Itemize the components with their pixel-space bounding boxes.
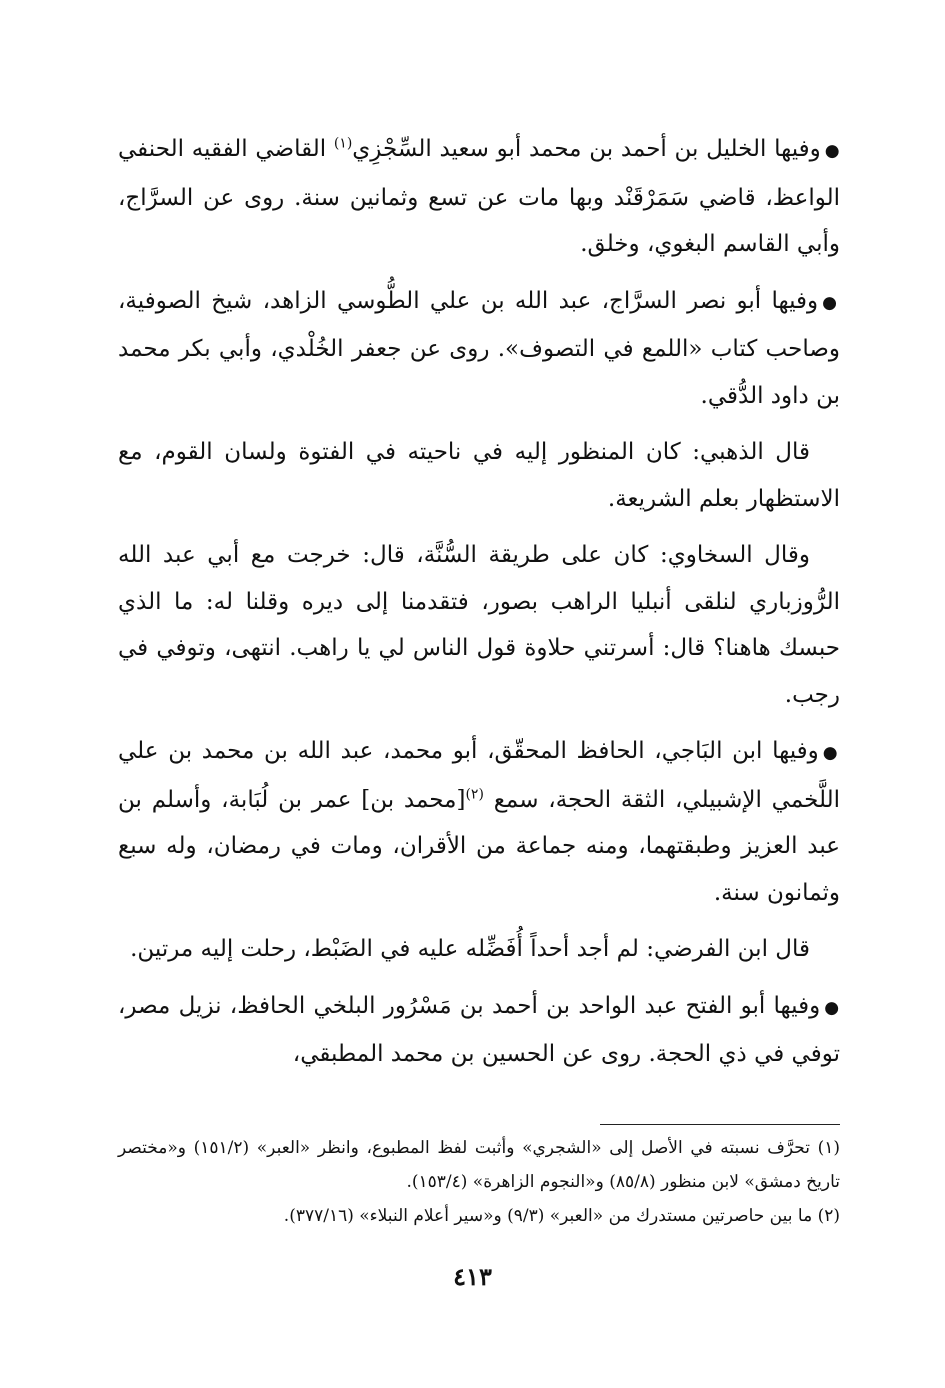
paragraph-text: قال ابن الفرضي: لم أجد أحداً أُفَضِّله عليه في الضَبْط، رحلت إليه مرتين. <box>130 936 810 962</box>
paragraph <box>118 728 840 916</box>
footnotes <box>118 1131 840 1233</box>
page-number: ٤١٣ <box>453 1262 492 1291</box>
paragraph <box>118 983 840 1078</box>
bullet-icon: ● <box>822 292 840 313</box>
paragraph-text: وفيها أبو نصر السرَّاج، عبد الله بن علي الطُّوسي الزاهد، شيخ الصوفية، وصاحب كتاب «اللمع في التصوف». روى عن جعفر الخُلْدي، وأبي بكر محمد بن داود الدُّقي. <box>118 287 840 409</box>
paragraph <box>118 926 840 973</box>
paragraph <box>118 278 840 420</box>
paragraph <box>118 126 840 268</box>
footnote: (١) تحرَّف نسبته في الأصل إلى «الشجري» وأثبت لفظ المطبوع، وانظر «العبر» (١٥١/٢) و«مختصر تاريخ دمشق» لابن منظور (٨٥/٨) و«النجوم الزاهرة» (١٥٣/٤). <box>118 1138 840 1192</box>
bullet-icon: ● <box>824 141 840 161</box>
paragraph <box>118 532 840 718</box>
paragraph-text: القاضي الفقيه الحنفي الواعظ، قاضي سَمَرْقَنْد وبها مات عن تسع وثمانين سنة. روى عن السرَّاج، وأبي القاسم البغوي، وخلق. <box>118 136 840 257</box>
paragraph-text: قال الذهبي: كان المنظور إليه في ناحيته في الفتوة ولسان القوم، مع الاستظهار بعلم الشريعة. <box>118 439 840 512</box>
paragraph <box>118 429 840 522</box>
bullet-icon: ● <box>824 997 840 1018</box>
main-text <box>118 126 840 1088</box>
paragraph-text: وقال السخاوي: كان على طريقة السُّنَّة، قال: خرجت مع أبي عبد الله الرُّوزباري لنلقى أنبليا الراهب بصور، فتقدمنا إلى ديره وقلنا له: ما الذي حبسك هاهنا؟ قال: أسرتني حلاوة قول الناس لي يا راهب. انتهى، وتوفي في رجب. <box>118 542 840 708</box>
footnote-ref: (١) <box>333 135 353 152</box>
paragraph-text: وفيها ابن البَاجي، الحافظ المحقّق، أبو محمد، عبد الله بن محمد بن علي اللَّخمي الإشبيلي، الثقة الحجة، سمع <box>118 738 840 813</box>
footnote: (٢) ما بين حاصرتين مستدرك من «العبر» (٩/٣) و«سير أعلام النبلاء» (٣٧٧/١٦). <box>283 1206 840 1226</box>
footnote-ref: (٢) <box>465 785 484 802</box>
paragraph-text: [محمد بن] عمر بن لُبَابة، وأسلم بن عبد العزيز وطبقتهما، ومنه جماعة من الأقران، ومات في رمضان، وله سبع وثمانون سنة. <box>118 786 840 906</box>
footnote-divider <box>600 1124 840 1125</box>
paragraph-text: وفيها أبو الفتح عبد الواحد بن أحمد بن مَسْرُور البلخي الحافظ، نزيل مصر، توفي في ذي الحجة. روى عن الحسين بن محمد المطبقي، <box>118 992 840 1067</box>
paragraph-text: وفيها الخليل بن أحمد بن محمد أبو سعيد السِّجْزِي <box>352 136 821 162</box>
bullet-icon: ● <box>822 743 840 763</box>
